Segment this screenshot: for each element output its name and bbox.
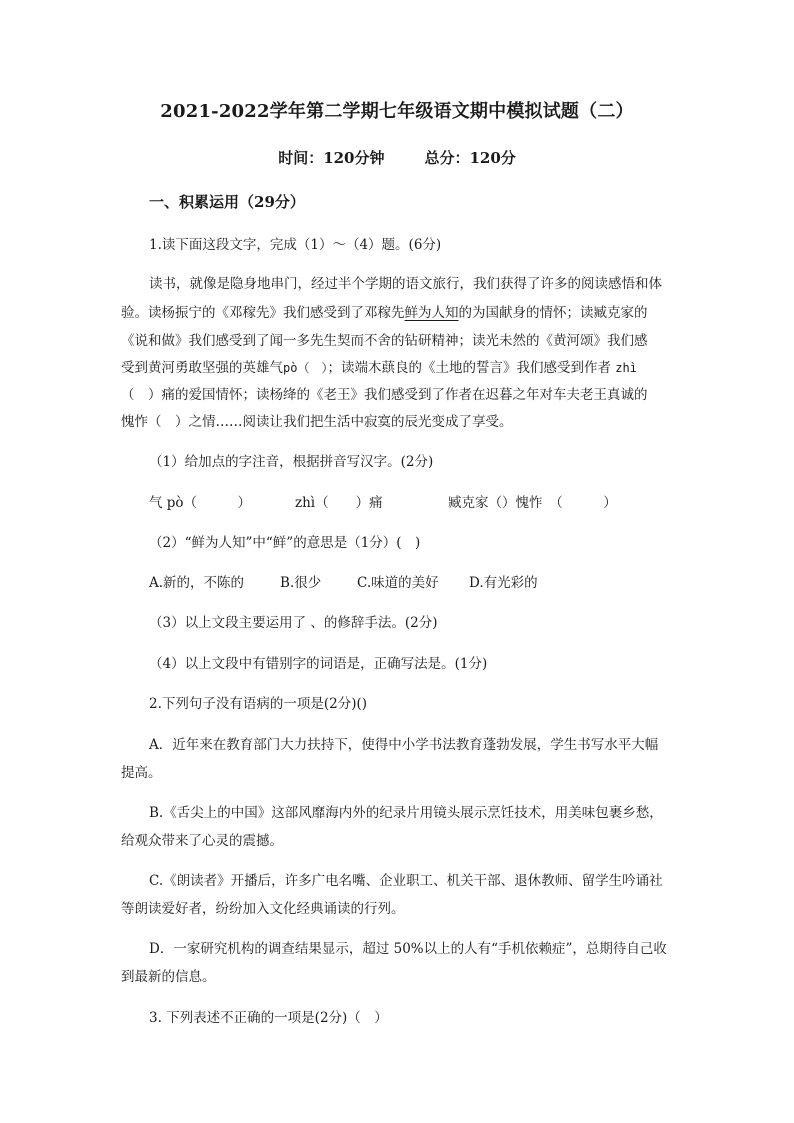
exam-title: 2021-2022学年第二学期七年级语文期中模拟试题（二） [160, 101, 634, 122]
underlined-idiom: 鲜为人知 [404, 305, 459, 321]
q2-option-a-line-1: A．近年来在教育部门大力扶持下，使得中小学书法教育蓬勃发展，学生书写水平大幅 [149, 737, 659, 753]
q2-option-c-line-2: 等朗读爱好者，纷纷加入文化经典诵读的行列。 [121, 901, 405, 917]
passage-line-4: 受到黄河勇敢坚强的英雄气pò（ ）；读端木蕻良的《土地的誓言》我们感受到作者 zhì [121, 360, 637, 376]
q2-option-a-line-2: 提高。 [121, 765, 162, 781]
option-d: D.有光彩的 [469, 575, 538, 591]
question-1-sub-3: （3）以上文段主要运用了 、的修辞手法。(2分) [149, 615, 438, 631]
passage-line-2: 验。读杨振宁的《邓稼先》我们感受到了邓稼先鲜为人知的为国献身的情怀；读臧克家的 [121, 305, 648, 321]
question-1-sub-4: （4）以上文段中有错别字的词语是，正确写法是。(1分) [149, 656, 488, 672]
question-1-sub-2: （2）“鲜为人知”中“鲜”的意思是（1分）( ) [149, 535, 421, 551]
passage-line-1: 读书，就像是隐身地串门，经过半个学期的语文旅行，我们获得了许多的阅读感悟和体 [149, 276, 662, 292]
sub-2-options [149, 573, 538, 593]
blank-zhi-tong: zhì（ ）痛 [295, 495, 383, 511]
option-c: C.味道的美好 [357, 575, 439, 591]
sub-1-answer-blanks [149, 493, 617, 513]
question-2-stem: 2.下列句子没有语病的一项是(2分)() [149, 696, 368, 712]
passage-line-3: 《说和做》我们感受到了闻一多先生契而不舍的钻研精神；读光未然的《黄河颂》我们感 [121, 333, 648, 349]
option-b: B.很少 [280, 575, 322, 591]
q2-option-c-line-1: C.《朗读者》开播后，许多广电名嘴、企业职工、机关干部、退休教师、留学生吟诵社 [149, 873, 663, 889]
question-1-stem: 1.读下面这段文字，完成（1）～（4）题。(6分) [149, 237, 442, 253]
option-a: A.新的，不陈的 [149, 575, 245, 591]
q2-option-d-line-2: 到最新的信息。 [121, 969, 216, 985]
question-3-stem: 3. 下列表述不正确的一项是(2分)（ ） [149, 1010, 388, 1026]
question-1-sub-1: （1）给加点的字注音，根据拼音写汉字。(2分) [149, 454, 434, 470]
exam-meta [0, 147, 794, 168]
exam-total-score: 总分：120分 [424, 149, 516, 167]
q2-option-b-line-1: B.《舌尖上的中国》这部风靡海内外的纪录片用镜头展示烹饪技术，用美味包裹乡愁， [149, 805, 663, 821]
exam-time: 时间：120分钟 [278, 149, 385, 167]
section-heading: 一、积累运用（29分） [149, 193, 305, 211]
blank-qi-po: 气 pò（ ） [149, 495, 252, 511]
blank-zang-kui: 臧克家（）愧怍 （ ） [448, 495, 617, 511]
q2-option-b-line-2: 给观众带来了心灵的震撼。 [121, 833, 283, 849]
passage-line-5: （ ）痛的爱国情怀；读杨绛的《老王》我们感受到了作者在迟暮之年对车夫老王真诚的 [121, 387, 648, 403]
passage-line-6: 愧怍（ ）之情……阅读让我们把生活中寂寞的辰光变成了享受。 [121, 414, 513, 430]
q2-option-d-line-1: D．一家研究机构的调查结果显示，超过 50%以上的人有“手机依赖症”，总期待自己收 [149, 941, 667, 957]
